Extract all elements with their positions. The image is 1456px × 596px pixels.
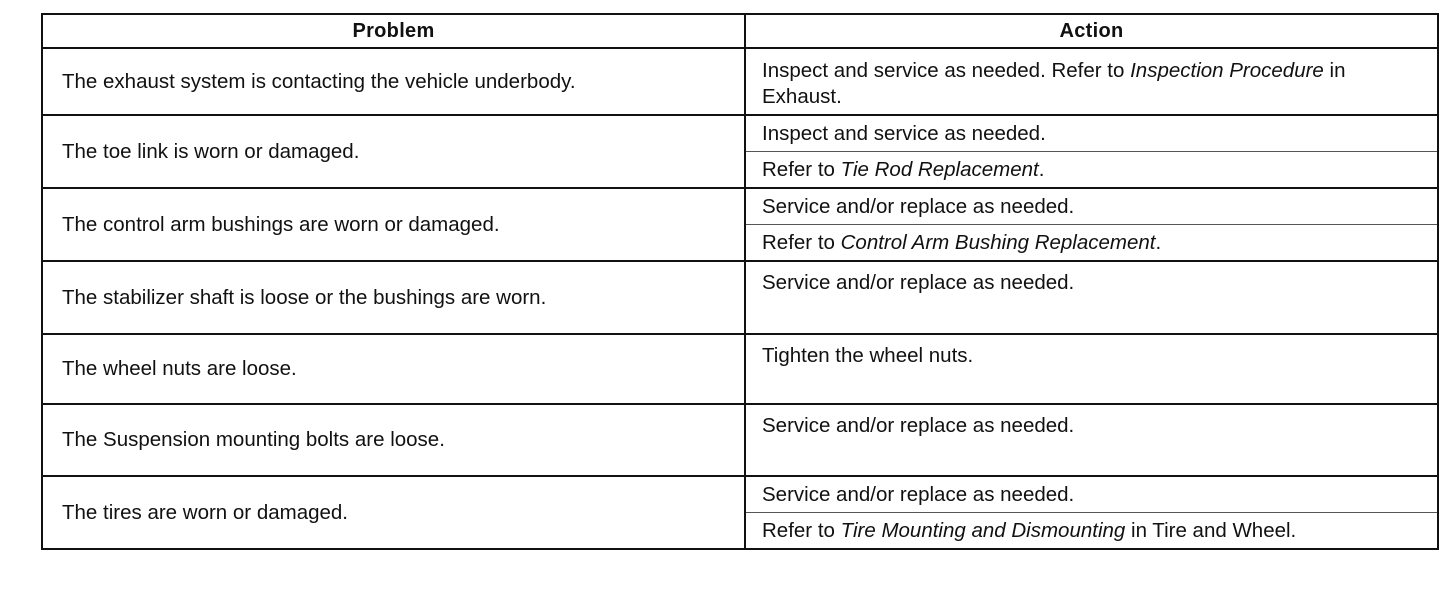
problem-cell: The control arm bushings are worn or damaged.: [42, 188, 745, 261]
column-header-problem: Problem: [42, 14, 745, 48]
action-cell: Service and/or replace as needed.: [745, 404, 1438, 476]
action-text: [746, 50, 1437, 114]
action-cell: Tighten the wheel nuts.: [745, 334, 1438, 404]
table-row: [42, 261, 1438, 334]
action-text-part: in Exhaust.: [762, 58, 1346, 108]
action-text-part: Refer to: [762, 158, 841, 181]
table-row: [42, 115, 1438, 188]
action-cell: [745, 115, 1438, 188]
problem-cell: The Suspension mounting bolts are loose.: [42, 404, 745, 476]
table-row: [42, 334, 1438, 404]
action-reference: Tie Rod Replacement: [840, 158, 1039, 181]
action-reference: Control Arm Bushing Replacement: [840, 231, 1156, 254]
table-row: [42, 404, 1438, 476]
column-header-action: Action: [745, 14, 1438, 48]
action-text-part: Refer to: [762, 519, 841, 542]
action-cell: [745, 188, 1438, 261]
action-cell: Service and/or replace as needed.: [745, 261, 1438, 334]
action-text-part: in Tire and Wheel.: [1125, 519, 1297, 542]
action-line: Inspect and service as needed.: [762, 122, 1046, 145]
table-row: [42, 476, 1438, 549]
action-line: Service and/or replace as needed.: [762, 483, 1075, 506]
action-reference-line: [746, 512, 1437, 548]
action-text-part: Inspect and service as needed. Refer to: [762, 58, 1131, 82]
action-text-part: .: [1038, 158, 1045, 181]
problem-cell: The toe link is worn or damaged.: [42, 115, 745, 188]
action-reference-line: [746, 151, 1437, 187]
action-cell: [745, 476, 1438, 549]
action-reference: Inspection Procedure: [1130, 58, 1324, 82]
problem-cell: The stabilizer shaft is loose or the bushings are worn.: [42, 261, 745, 334]
table-row: [42, 188, 1438, 261]
action-text-part: .: [1155, 231, 1162, 254]
problem-cell: The tires are worn or damaged.: [42, 476, 745, 549]
action-cell: [745, 48, 1438, 115]
table-row: [42, 48, 1438, 115]
problem-cell: The exhaust system is contacting the vehicle underbody.: [42, 48, 745, 115]
problem-cell: The wheel nuts are loose.: [42, 334, 745, 404]
action-reference-line: [746, 224, 1437, 260]
action-reference: Tire Mounting and Dismounting: [840, 519, 1126, 542]
diagnostic-table: [41, 13, 1439, 550]
table-header-row: [42, 14, 1438, 48]
action-text-part: Refer to: [762, 231, 841, 254]
action-line: Service and/or replace as needed.: [762, 195, 1075, 218]
